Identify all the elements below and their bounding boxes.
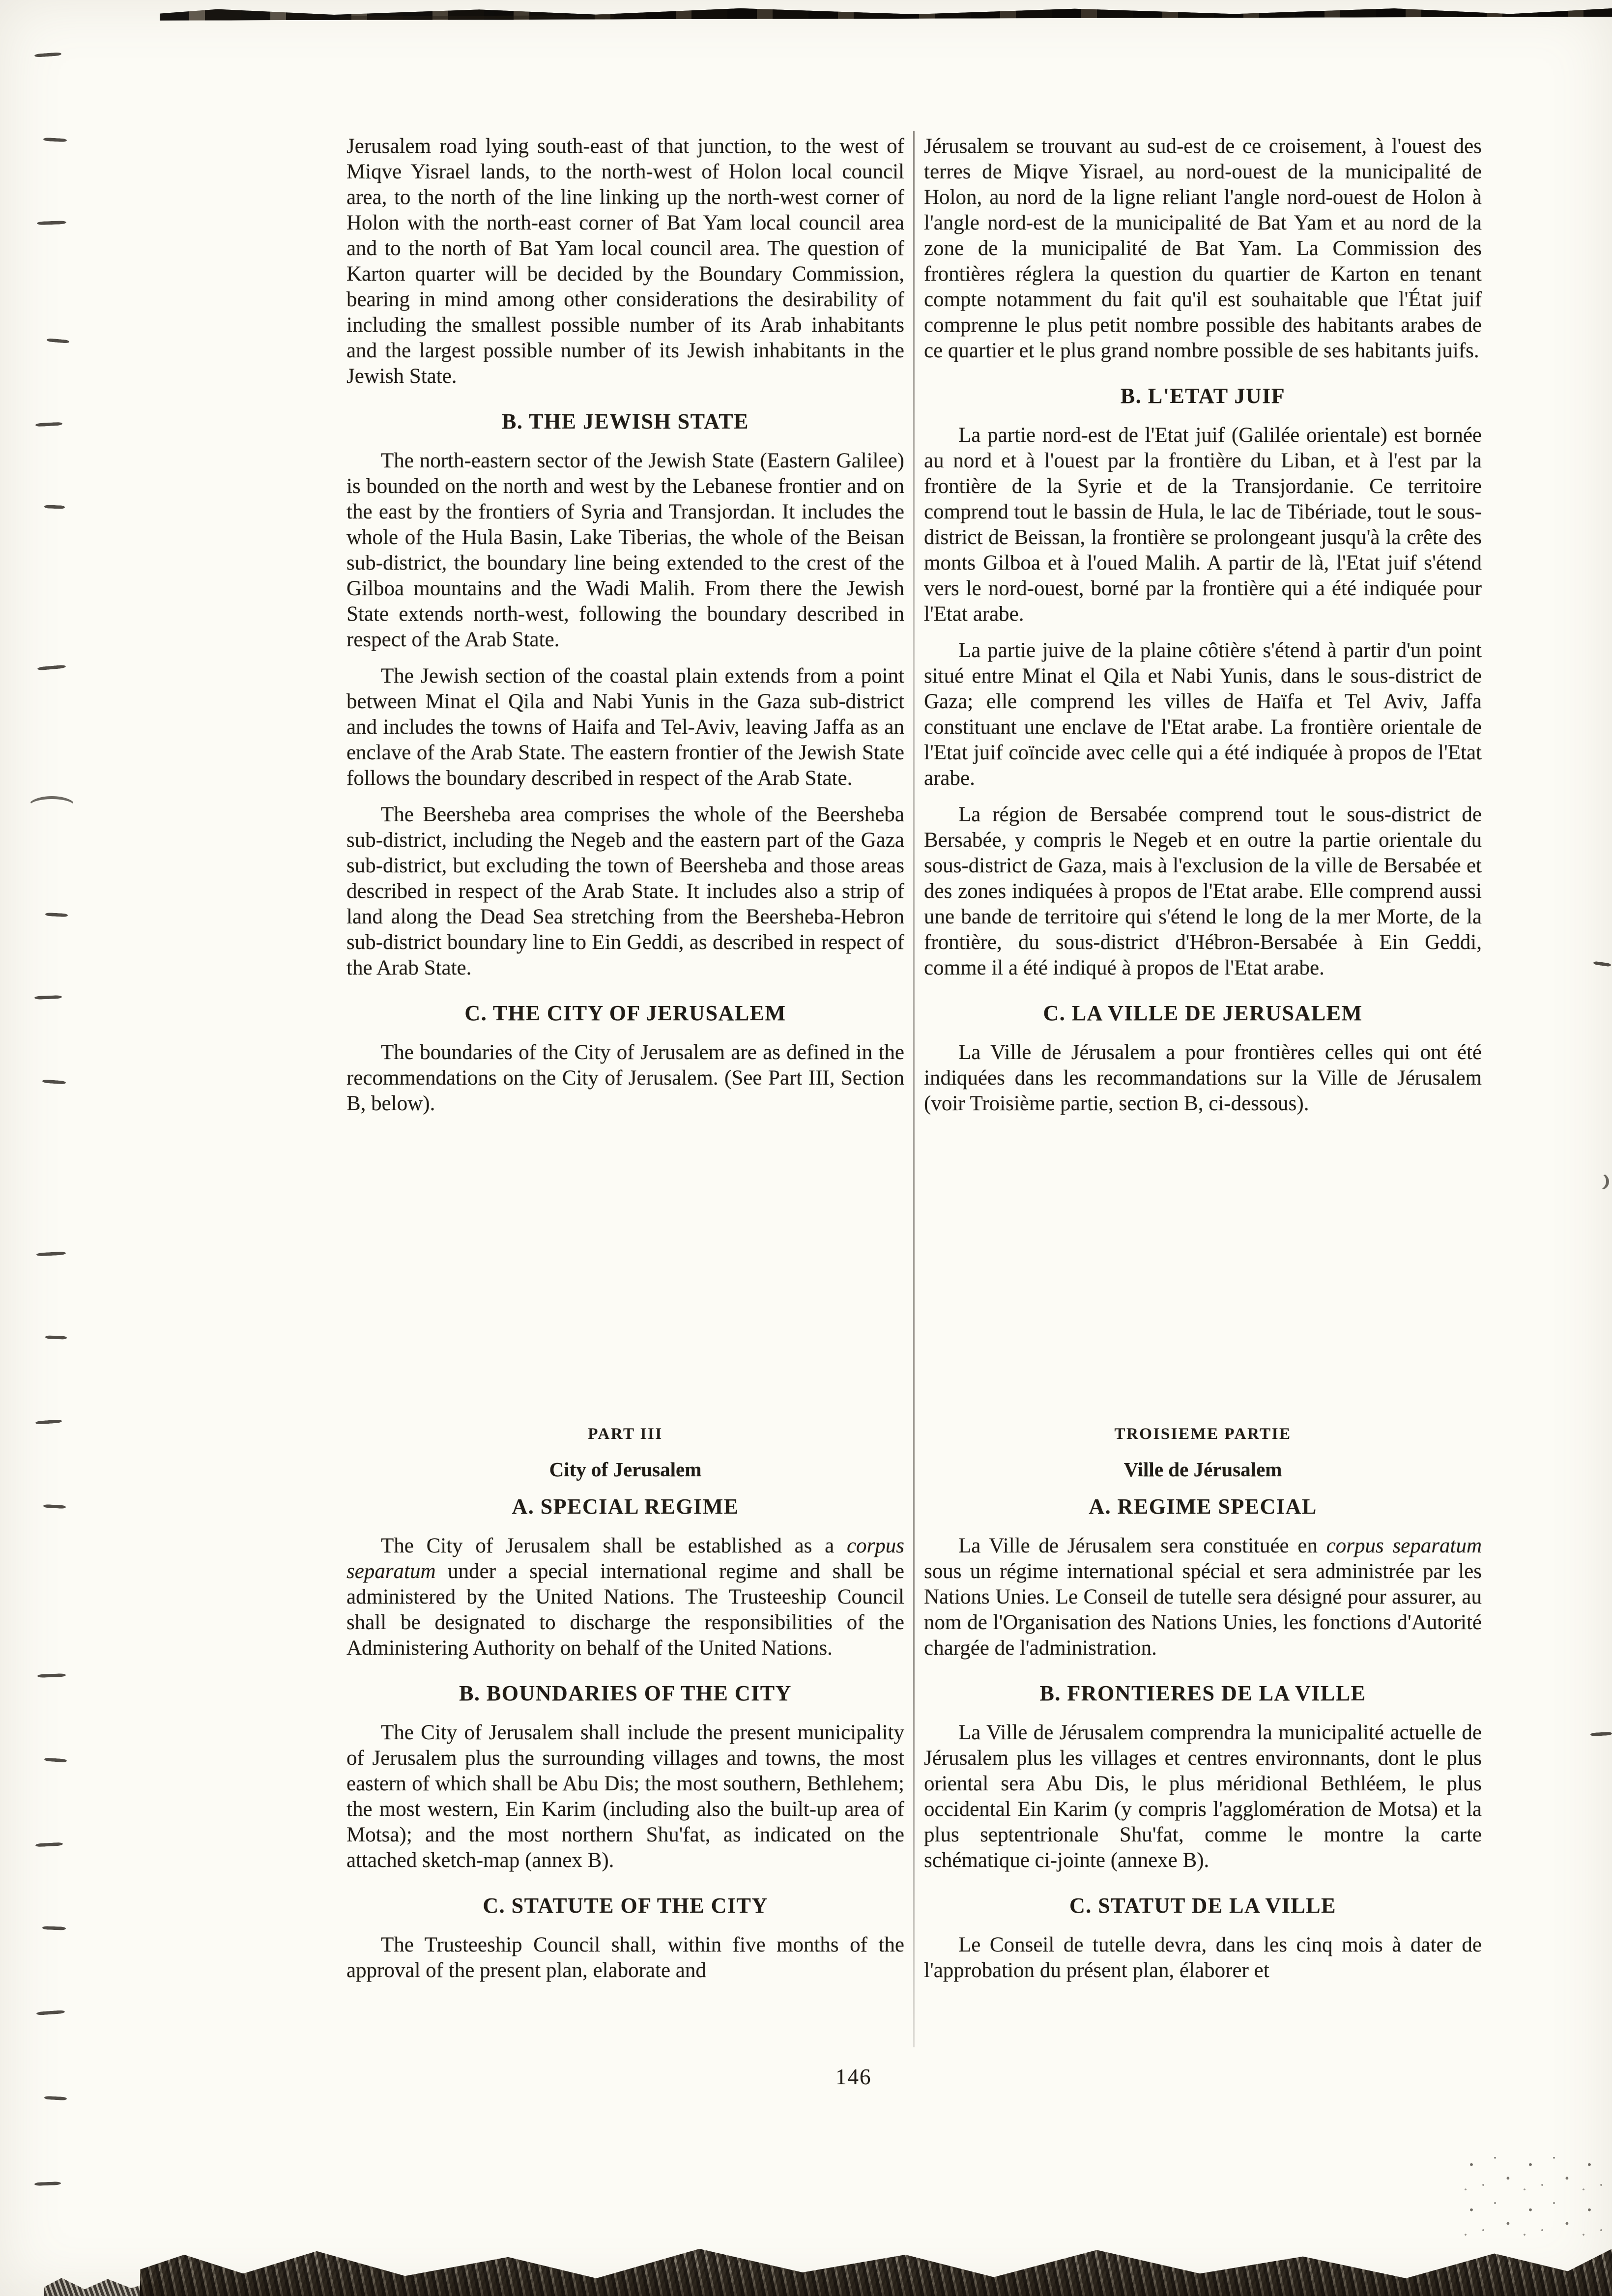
part-title-en: City of Jerusalem — [549, 1458, 702, 1481]
english-column-upper — [346, 134, 904, 1421]
part-title-fr: Ville de Jérusalem — [1123, 1458, 1282, 1481]
margin-mark — [34, 995, 62, 1000]
paragraph-en-jewish-state-3: The Beersheba area comprises the whole of the Beersheba sub-district, including the Negeb and the eastern part of the Gaza sub-district, but excluding the town of Beersheba and those areas described in respect of the Arab State. It includes also a strip of land along the Dead Sea stretching from the Beersheba-Hebron sub-district boundary line to Ein Geddi, as described in respect of the Arab State. — [346, 803, 904, 979]
paragraph-fr-etat-juif-1: La partie nord-est de l'Etat juif (Galilée orientale) est bornée au nord et à l'ouest par la frontière du Liban, et à l'est par la frontière de la Syrie et de la Transjordanie. Ce territoire comprend tout le bassin de Hula, le lac de Tibériade, tout le sous-district de Beissan, la frontière se prolongeant jusqu'à la crête des monts Gilboa et à l'oued Malih. A partir de là, l'Etat juif s'étend vers le nord-ouest, borné par la frontière qui a été indiquée pour l'Etat arabe. — [924, 424, 1482, 626]
text-segment: La Ville de Jérusalem sera constituée en — [958, 1534, 1326, 1557]
paragraph-en-city-of-jerusalem: The boundaries of the City of Jerusalem are as defined in the recommendations on the City of Jerusalem. (See Part III, Section B, below). — [346, 1041, 904, 1115]
margin-mark — [36, 2010, 65, 2015]
margin-mark — [37, 1673, 66, 1678]
paragraph-fr-intro: Jérusalem se trouvant au sud-est de ce croisement, à l'ouest des terres de Miqve Yisrael, au nord-ouest de la municipalité de Holon, au nord de la ligne reliant l'angle nord-ouest de Holon à l'angle nord-est de la municipalité de Bat Yam et au nord de la zone de la municipalité de Bat Yam. La Commission des frontières réglera la question du quartier de Karton en tenant compte notamment du fait qu'il est souhaitable que l'État juif comprenne le plus petit nombre possible des habitants arabes de ce quartier et le plus grand nombre possible de ses habitants juifs. — [924, 135, 1482, 362]
margin-mark — [43, 138, 67, 143]
paragraph-fr-regime-special — [924, 1533, 1482, 1661]
margin-mark — [42, 1926, 66, 1930]
margin-mark — [44, 505, 65, 509]
page-number: 146 — [835, 2065, 872, 2089]
margin-mark — [1590, 1732, 1612, 1736]
heading-en-city-of-jerusalem: C. THE CITY OF JERUSALEM — [464, 1001, 786, 1025]
margin-mark-curve — [1598, 1173, 1610, 1191]
scan-artifact-speckles — [1460, 2151, 1612, 2244]
paragraph-fr-frontieres: La Ville de Jérusalem comprendra la municipalité actuelle de Jérusalem plus les villages et centres environnants, dont le plus oriental sera Abu Dis, le plus méridional Bethléem, le plus occidental Ein Karim (y compris l'agglomération de Motsa) et la plus septentrionale Shu'fat, comme le montre la carte schématique ci-jointe (annexe B). — [924, 1721, 1482, 1872]
margin-mark — [36, 1251, 66, 1256]
margin-mark — [34, 2181, 61, 2186]
french-column-part3 — [924, 1421, 1482, 1994]
heading-en-special-regime: A. SPECIAL REGIME — [512, 1494, 739, 1519]
italic-corpus-separatum: corpus separatum — [346, 1534, 904, 1583]
margin-mark — [44, 2096, 67, 2100]
margin-mark — [42, 1079, 66, 1084]
paragraph-fr-etat-juif-2: La partie juive de la plaine côtière s'étend à partir d'un point situé entre Minat el Qila et Nabi Yunis, dans le sous-district de Gaza; elle comprend les villes de Haïfa et Tel Aviv, Jaffa constituant une enclave de l'Etat arabe. La frontière orientale de l'Etat juif coïncide avec celle qui a été indiquée à propos de l'Etat arabe. — [924, 639, 1482, 790]
heading-fr-regime-special: A. REGIME SPECIAL — [1089, 1494, 1317, 1519]
paragraph-en-jewish-state-2: The Jewish section of the coastal plain extends from a point between Minat el Qila and Nabi Yunis in the Gaza sub-district and includes the towns of Haifa and Tel-Aviv, leaving Jaffa as an enclave of the Arab State. The eastern frontier of the Jewish State follows the boundary described in respect of the Arab State. — [346, 664, 904, 790]
upper-section-row — [346, 134, 1482, 1421]
heading-fr-statut: C. STATUT DE LA VILLE — [1069, 1894, 1336, 1918]
part-three-row — [346, 1421, 1482, 1994]
heading-en-statute: C. STATUTE OF THE CITY — [483, 1894, 768, 1918]
heading-en-boundaries: B. BOUNDARIES OF THE CITY — [459, 1681, 792, 1705]
paragraph-fr-etat-juif-3: La région de Bersabée comprend tout le sous-district de Bersabée, y compris le Negeb et en outre la partie orientale du sous-district de Gaza, mais à l'exclusion de la ville de Bersabée et des zones indiquées à propos de l'Etat arabe. Elle comprend aussi une bande de territoire qui s'étend le long de la mer Morte, de la frontière, du sous-district d'Hébron-Bersabée à Ein Geddi, comme il a été indiqué à propos de l'Etat arabe. — [924, 803, 1482, 979]
margin-mark — [1593, 961, 1612, 967]
heading-fr-ville-de-jerusalem: C. LA VILLE DE JERUSALEM — [1043, 1001, 1363, 1025]
margin-mark — [47, 338, 69, 344]
margin-mark — [44, 1757, 67, 1762]
text-segment: The City of Jerusalem shall be established as a — [381, 1534, 847, 1557]
text-area — [346, 134, 1482, 1994]
italic-corpus-separatum: corpus separatum — [1326, 1534, 1482, 1557]
part-label-fr: TROISIEME PARTIE — [1114, 1425, 1292, 1443]
heading-en-jewish-state: B. THE JEWISH STATE — [502, 409, 749, 433]
paragraph-en-special-regime — [346, 1533, 904, 1661]
margin-mark — [37, 221, 66, 225]
paragraph-en-jewish-state-1: The north-eastern sector of the Jewish State (Eastern Galilee) is bounded on the north and west by the Lebanese frontier and on the east by the frontiers of Syria and Transjordan. It includes the whole of the Hula Basin, Lake Tiberias, the whole of the Beisan sub-district, the boundary line being extended to the crest of the Gilboa mountains and the Wadi Malih. From there the Jewish State extends north-west, following the boundary described in respect of the Arab State. — [346, 449, 904, 651]
paragraph-en-statute: The Trusteeship Council shall, within five months of the approval of the present plan, elaborate and — [346, 1933, 904, 1982]
margin-mark — [35, 422, 62, 427]
scan-artifact-bottom-edge — [140, 2237, 1612, 2296]
margin-mark — [45, 913, 68, 917]
margin-mark — [43, 1504, 66, 1509]
paragraph-fr-statut: Le Conseil de tutelle devra, dans les cinq mois à dater de l'approbation du présent plan, élaborer et — [924, 1933, 1482, 1982]
paragraph-en-boundaries: The City of Jerusalem shall include the present municipality of Jerusalem plus the surrounding villages and towns, the most eastern of which shall be Abu Dis; the most southern, Bethlehem; the most western, Ein Karim (including also the built-up area of Motsa); and the most northern Shu'fat, as indicated on the attached sketch-map (annex B). — [346, 1721, 904, 1872]
paragraph-fr-ville-de-jerusalem: La Ville de Jérusalem a pour frontières celles qui ont été indiquées dans les recommandations sur la Ville de Jérusalem (voir Troisième partie, section B, ci-dessous). — [924, 1041, 1482, 1115]
part-label-en: PART III — [588, 1425, 663, 1443]
margin-mark — [45, 1335, 67, 1340]
text-segment: under a special international regime and shall be administered by the United Nations. The Trusteeship Council shall be designated to discharge the responsibilities of the Administering Authority on behalf of the United Nations. — [346, 1560, 904, 1660]
french-column-upper — [924, 134, 1482, 1421]
english-column-part3 — [346, 1421, 904, 1994]
heading-fr-frontieres: B. FRONTIERES DE LA VILLE — [1039, 1681, 1366, 1705]
text-segment: sous un régime international spécial et sera administrée par les Nations Unies. Le Conseil de tutelle sera désigné pour assurer, au nom de l'Organisation des Nations Unies, les fonctions d'Autorité chargée de l'administration. — [924, 1560, 1482, 1660]
margin-mark — [37, 664, 66, 670]
margin-mark — [35, 1419, 62, 1425]
margin-mark — [35, 1842, 63, 1847]
paragraph-en-intro: Jerusalem road lying south-east of that junction, to the west of Miqve Yisrael lands, to the north-west of Holon local council area, to the north of the line linking up the north-west corner of Holon with the north-east corner of Bat Yam local council area and to the north of Bat Yam local council area. The question of Karton quarter will be decided by the Boundary Commission, bearing in mind among other considerations the desirability of including the smallest possible number of its Arab inhabitants and the largest possible number of its Jewish inhabitants in the Jewish State. — [346, 135, 904, 388]
heading-fr-etat-juif: B. L'ETAT JUIF — [1120, 384, 1286, 408]
margin-mark — [34, 52, 61, 57]
margin-mark-curve — [29, 796, 75, 806]
